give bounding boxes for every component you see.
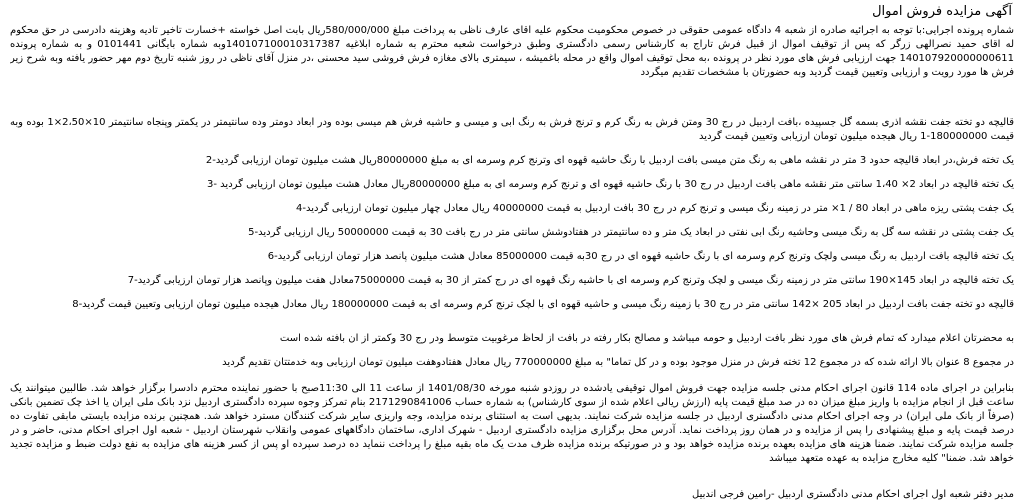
auction-terms-paragraph: بنابراین در اجرای ماده 114 قانون اجرای احکام مدنی جلسه مزایده جهت فروش اموال توقیفی یادشده در روزدو شنبه مورخه 1401/08/30 از ساعت 11 الی 11:30صبح با حضور نماینده محترم دادسرا برگزار خواهد شد. طالبین میتوانند یک ساعت قبل از انجام مزایده با واریز مبلغ میزان ده در صد مبلغ قیمت پایه (ارزش ریالی اعلام شده از سوی کارشناس) به شماره حساب 2171290841006 بنام تمرکز وجوه سپرده دادگستری اردبیل نزد بانک ملی ایران یا اخذ چک تضمین بانکی (صرفاً از بانک ملی ایران) در وجه اجرای احکام مدنی دادگستری اردبیل در جلسه مزایده شرکت نمایند. بدیهی است به استثنای برنده مزایده، وجه واریزی سایر شرکت کنندگان مسترد خواهد شد. همچنین برنده مزایده بایستی مابقی تفاوت ده درصد قیمت پایه و مبلغ پیشنهادی را پس از مزایده و در همان روز پرداخت نماید. آدرس محل برگزاری مزایده دادگستری اردبیل - شهرک اداری، ساختمان دادگاههای عمومی وانقلاب شهرستان اردبیل - شعبه اول اجرای احکام مدنی، حاضر و در جلسه مزایده شرکت نمایند. ضمنا هزینه های مزایده بعهده برنده مزایده خواهد بود و در صورتیکه برنده مزایده ظرف مدت یک ماه بقیه مبلغ را پرداخت ننماید ده درصد سپرده او پس از کسر هزینه های مزایده به نفع دولت ضبط و مزایده تجدید خواهد شد. ضمنا" کلیه مخارج مزایده به عهده متعهد میباشد	[10, 383, 1014, 464]
quality-note-paragraph: به محضرتان اعلام میدارد که تمام فرش های مورد نظر بافت اردبیل و حومه میباشد و مصالح بکار رفته در بافت از لحاظ مرغوبیت متوسط ودر رج 30 وکمتر از ان بافته شده است	[279, 333, 1014, 344]
item-3-paragraph: یک تخته قالیچه در ابعاد 2× 1،40 سانتی متر نقشه ماهی بافت اردبیل در رج 30 با رنگ حاشیه قهوه ای و ترنج کرم وسرمه ای به مبلغ 80000000ریال معادل هشت میلیون تومان ارزیابی گردید -3	[207, 179, 1014, 190]
notice-title: آگهی مزایده فروش اموال	[872, 4, 1012, 19]
signature-line: مدیر دفتر شعبه اول اجرای احکام مدنی دادگستری اردبیل -رامین فرجی اندبیل	[692, 489, 1014, 500]
total-value-paragraph: در مجموع 8 عنوان بالا ارائه شده که در مجموع 12 تخته فرش در منزل موجود بوده و در کل تماما" به مبلغ 770000000 ریال معادل هفتادوهفت میلیون تومان ارزیابی وبه خدمتتان تقدیم گردید	[222, 357, 1014, 368]
item-5-paragraph: یک جفت پشتی در نقشه سه گل به رنگ میسی وحاشیه رنگ ابی نفتی در ابعاد یک متر و ده سانتیمتر در هفتادوشش سانتی متر در رج بافت 30 به قیمت 50000000 ریال ارزیابی گردید-5	[248, 227, 1014, 238]
item-2-paragraph: یک تخته فرش،در ابعاد قالیچه حدود 3 متر در نقشه ماهی به رنگ متن میسی بافت اردبیل با رنگ حاشیه قهوه ای وترنج کرم وسرمه ای به مبلغ 80000000ریال هشت میلیون تومان ارزیابی گردید-2	[205, 155, 1014, 166]
item-7-paragraph: یک تخته قالیچه در ابعاد 145×190 سانتی متر در زمینه رنگ میسی و لچک وترنج کرم وسرمه ای با حاشیه رنگ قهوه ای در رج کمتر از 30 به قیمت 75000000معادل هفت میلیون وپانصد هزار تومان ارزیابی گردید-7	[127, 275, 1014, 286]
item-8-paragraph: قالیچه دو تخته جفت بافت اردبیل در ابعاد 205 ×142 سانتی متر در رج 30 با زمینه رنگ میسی و حاشیه قهوه ای با لچک ترنج کرم وسرمه ای به قیمت 180000000 ریال معادل هیجده میلیون تومان ارزیابی وتعیین قیمت گردید-8	[72, 299, 1014, 310]
notice-intro-paragraph: شماره پرونده اجرایی:با توجه به اجرائیه صادره از شعبه 4 دادگاه عمومی حقوقی در خصوص محکومیت محکوم علیه اقای عارف ناظی به پرداخت مبلغ 580/000/000ریال بابت اصل خواسته +خسارت تاخیر تادیه وهزینه دادرسی در حق محکوم له اقای حمید نصرالهی زرگر که پس از توقیف اموال از قبیل فرش تاراج به کارشناس رسمی دادگستری وطبق درخواست شعبه محترم به شماره ابلاغیه 140107100010317387وبه شماره بایگانی 0101441 و به شماره پرونده 140107920000000611 جهت ارزیابی فرش های مورد نظر در پرونده ،به محل توقیف اموال واقع در محله باغمیشه ، سیمتری بالای مغازه فرش فروشی سید محسنی ،در منزل آقای ناظی در روز شنبه تاریخ دوم مهر حضور یافته وبه شرح زیر فرش ها مورد رویت و ارزیابی وتعیین قیمت گردید وبه حضورتان با مشخصات تقدیم میگردد	[10, 25, 1014, 78]
item-4-paragraph: یک جفت پشتی ریزه ماهی در ابعاد 80 / 1× متر در زمینه رنگ میسی و ترنج کرم در رج 30 بافت اردبیل به قیمت 40000000 ریال معادل چهار میلیون تومان ارزیابی گردید-4	[296, 203, 1014, 214]
item-1-paragraph: قالیچه دو تخته جفت نقشه اذری بسمه گل جسپیده ،بافت اردبیل در رج 30 ومتن فرش به رنگ کرم و ترنج فرش به رنگ ابی و میسی و حاشیه فرش هم میسی بوده ودر ابعاد دومتر وده سانتیمتر در یکمتر وپنجاه سانتیمتر 10×2،50×1 بوده وبه قیمت 180000000-1 ریال هیجده میلیون تومان ارزیابی وتعیین قیمت گردید	[10, 117, 1014, 142]
item-6-paragraph: یک تخته قالیچه بافت اردبیل به رنگ میسی ولچک وترنج کرم وسرمه ای با رنگ حاشیه قهوه ای در رج 30به قیمت 85000000 معادل هشت میلیون پانصد هزار تومان ارزیابی گردید-6	[267, 251, 1014, 262]
